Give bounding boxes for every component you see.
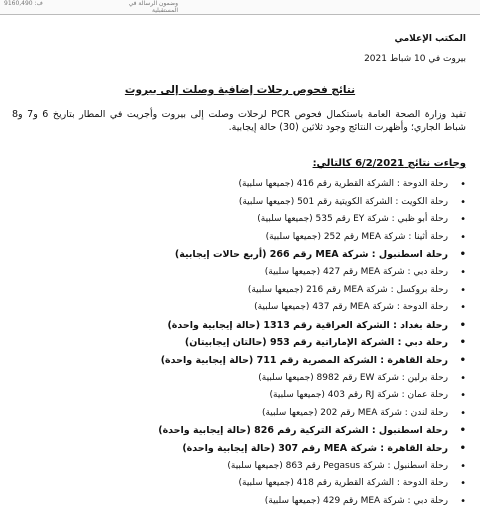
flight-result-item: • رحلة القاهرة : الشركة المصرية رقم 711 (حالة إيجابية واحدة) bbox=[8, 352, 448, 370]
flight-result-item: • رحلة اسطنبول : الشركة التركية رقم 826 (حالة إيجابية واحدة) bbox=[8, 422, 448, 440]
flight-result-item: • رحلة دبي : شركة MEA رقم 429 (جميعها سلبية) bbox=[8, 493, 448, 510]
flight-result-item: • رحلة الدوحة : الشركة القطرية رقم 418 (جميعها سلبية) bbox=[8, 475, 448, 493]
document-date: بيروت في 10 شباط 2021 bbox=[364, 54, 466, 64]
flight-result-item: • رحلة دبي : الشركة الإماراتية رقم 953 (حالتان إيجابيتان) bbox=[8, 334, 448, 352]
flight-result-item: • رحلة اسطنبول : شركة MEA رقم 266 (أربع حالات إيجابية) bbox=[8, 246, 448, 264]
flight-result-item: • رحلة الدوحة : شركة MEA رقم 437 (جميعها سلبية) bbox=[8, 299, 448, 317]
flight-result-item: • رحلة الدوحة : الشركة القطرية رقم 416 (جميعها سلبية) bbox=[8, 176, 448, 194]
letterhead-strip bbox=[0, 0, 480, 15]
flight-result-item: • رحلة برلين : شركة EW رقم 8982 (جميعها سلبية) bbox=[8, 370, 448, 388]
flight-result-item: • رحلة القاهرة : شركة MEA رقم 307 (حالة إيجابية واحدة) bbox=[8, 440, 448, 458]
office-name: المكتب الإعلامي bbox=[394, 34, 466, 44]
results-heading: وجاءت نتائج 6/2/2021 كالتالي: bbox=[312, 158, 466, 169]
flight-result-item: • رحلة عمان : شركة RJ رقم 403 (جميعها سلبية) bbox=[8, 387, 448, 405]
fax-number: 9160,490 :ف bbox=[4, 0, 43, 7]
document-title: نتائج فحوص رحلات إضافية وصلت إلى بيروت bbox=[124, 84, 356, 96]
flight-result-item: • رحلة أبو ظبي : شركة EY رقم 535 (جميعها سلبية) bbox=[8, 211, 448, 229]
letterhead-fragment: وضمون الرسالة في المستقبلية bbox=[128, 0, 178, 14]
flight-result-item: • رحلة بروكسل : شركة MEA رقم 216 (جميعها سلبية) bbox=[8, 282, 448, 300]
intro-paragraph: تفيد وزارة الصحة العامة باستكمال فحوص PCR لرحلات وصلت إلى بيروت وأجريت في المطار بتاريخ 6 و7 و8 شباط الجاري؛ وأظهرت النتائج وجود ثلاثين (30) حالة إيجابية. bbox=[12, 109, 466, 133]
flight-result-item: • رحلة اسطنبول : شركة Pegasus رقم 863 (جميعها سلبية) bbox=[8, 458, 448, 476]
flight-result-item: • رحلة الكويت : الشركة الكويتية رقم 501 (جميعها سلبية) bbox=[8, 194, 448, 212]
flight-result-item: • رحلة دبي : شركة MEA رقم 427 (جميعها سلبية) bbox=[8, 264, 448, 282]
flight-result-item: • رحلة أثينا : شركة MEA رقم 252 (جميعها سلبية) bbox=[8, 229, 448, 247]
flight-result-item: • رحلة بغداد : الشركة العراقية رقم 1313 (حالة إيجابية واحدة) bbox=[8, 317, 448, 335]
flight-results-list bbox=[8, 176, 470, 510]
flight-result-item: • رحلة لندن : شركة MEA رقم 202 (جميعها سلبية) bbox=[8, 405, 448, 423]
